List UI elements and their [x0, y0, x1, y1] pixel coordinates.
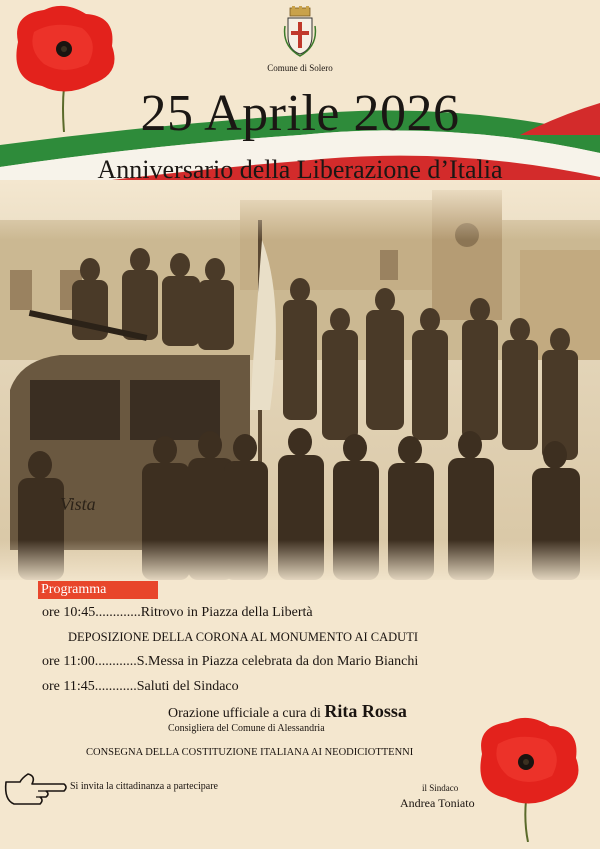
programme-item: ore 11:00............S.Messa in Piazza celebrata da don Mario Bianchi: [42, 654, 419, 669]
programme-item: ore 11:45............Saluti del Sindaco: [42, 679, 239, 694]
pointing-hand-icon: [2, 770, 68, 808]
mayor-name: Andrea Toniato: [400, 796, 475, 810]
mayor-label: il Sindaco: [422, 783, 459, 793]
poppy-icon: [470, 712, 588, 842]
page-subtitle: Anniversario della Liberazione d’Italia: [97, 155, 503, 184]
programme-label: Programma: [38, 581, 158, 599]
historic-photo: [0, 180, 600, 580]
constitution-notice: CONSEGNA DELLA COSTITUZIONE ITALIANA AI NEODICIOTTENNI: [86, 747, 414, 758]
crest-icon: [282, 6, 318, 58]
speaker-role: Consigliera del Comune di Alessandria: [168, 723, 325, 734]
oration-prefix: Orazione ufficiale a cura di: [168, 706, 325, 721]
oration-line: [168, 701, 407, 722]
municipality-name: Comune di Solero: [267, 63, 333, 73]
programme-item: ore 10:45.............Ritrovo in Piazza della Libertà: [42, 605, 313, 620]
programme-item: DEPOSIZIONE DELLA CORONA AL MONUMENTO AI CADUTI: [68, 630, 418, 644]
page-title: 25 Aprile 2026: [140, 85, 460, 142]
oration-speaker: Rita Rossa: [324, 701, 407, 721]
invitation-text: Si invita la cittadinanza a partecipare: [70, 781, 218, 792]
